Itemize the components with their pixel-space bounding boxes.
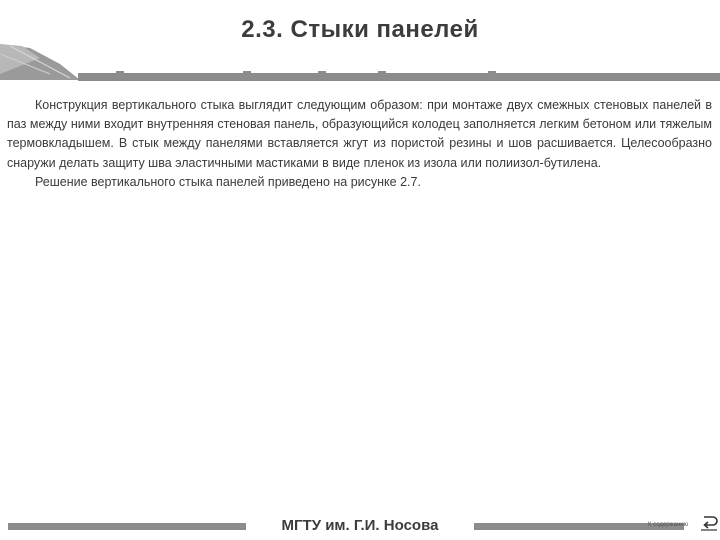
footer-divider-left — [8, 523, 246, 530]
institution-name: МГТУ им. Г.И. Носова — [281, 517, 439, 534]
title-divider — [78, 73, 720, 81]
paragraph: Решение вертикального стыка панелей приведено на рисунке 2.7. — [35, 174, 421, 189]
corner-decoration — [0, 44, 80, 80]
return-arrow-icon[interactable] — [700, 513, 718, 531]
slide-body — [7, 96, 712, 192]
toc-link[interactable]: К содержанию — [648, 522, 689, 528]
paragraph: Конструкция вертикального стыка выглядит следующим образом: при монтаже двух смежных стеновых панелей в паз между ними входит внутренняя стеновая панель, образующийся колодец заполняется легким бетоном или тяжелым термовкладышем. В стык между панелями вставляется жгут из пористой резины и шов расшивается. Целесообразно снаружи делать защиту шва эластичными мастиками в виде пленок из изола или полиизол-бутилена. — [7, 98, 712, 170]
page-title: 2.3. Стыки панелей — [241, 16, 479, 43]
